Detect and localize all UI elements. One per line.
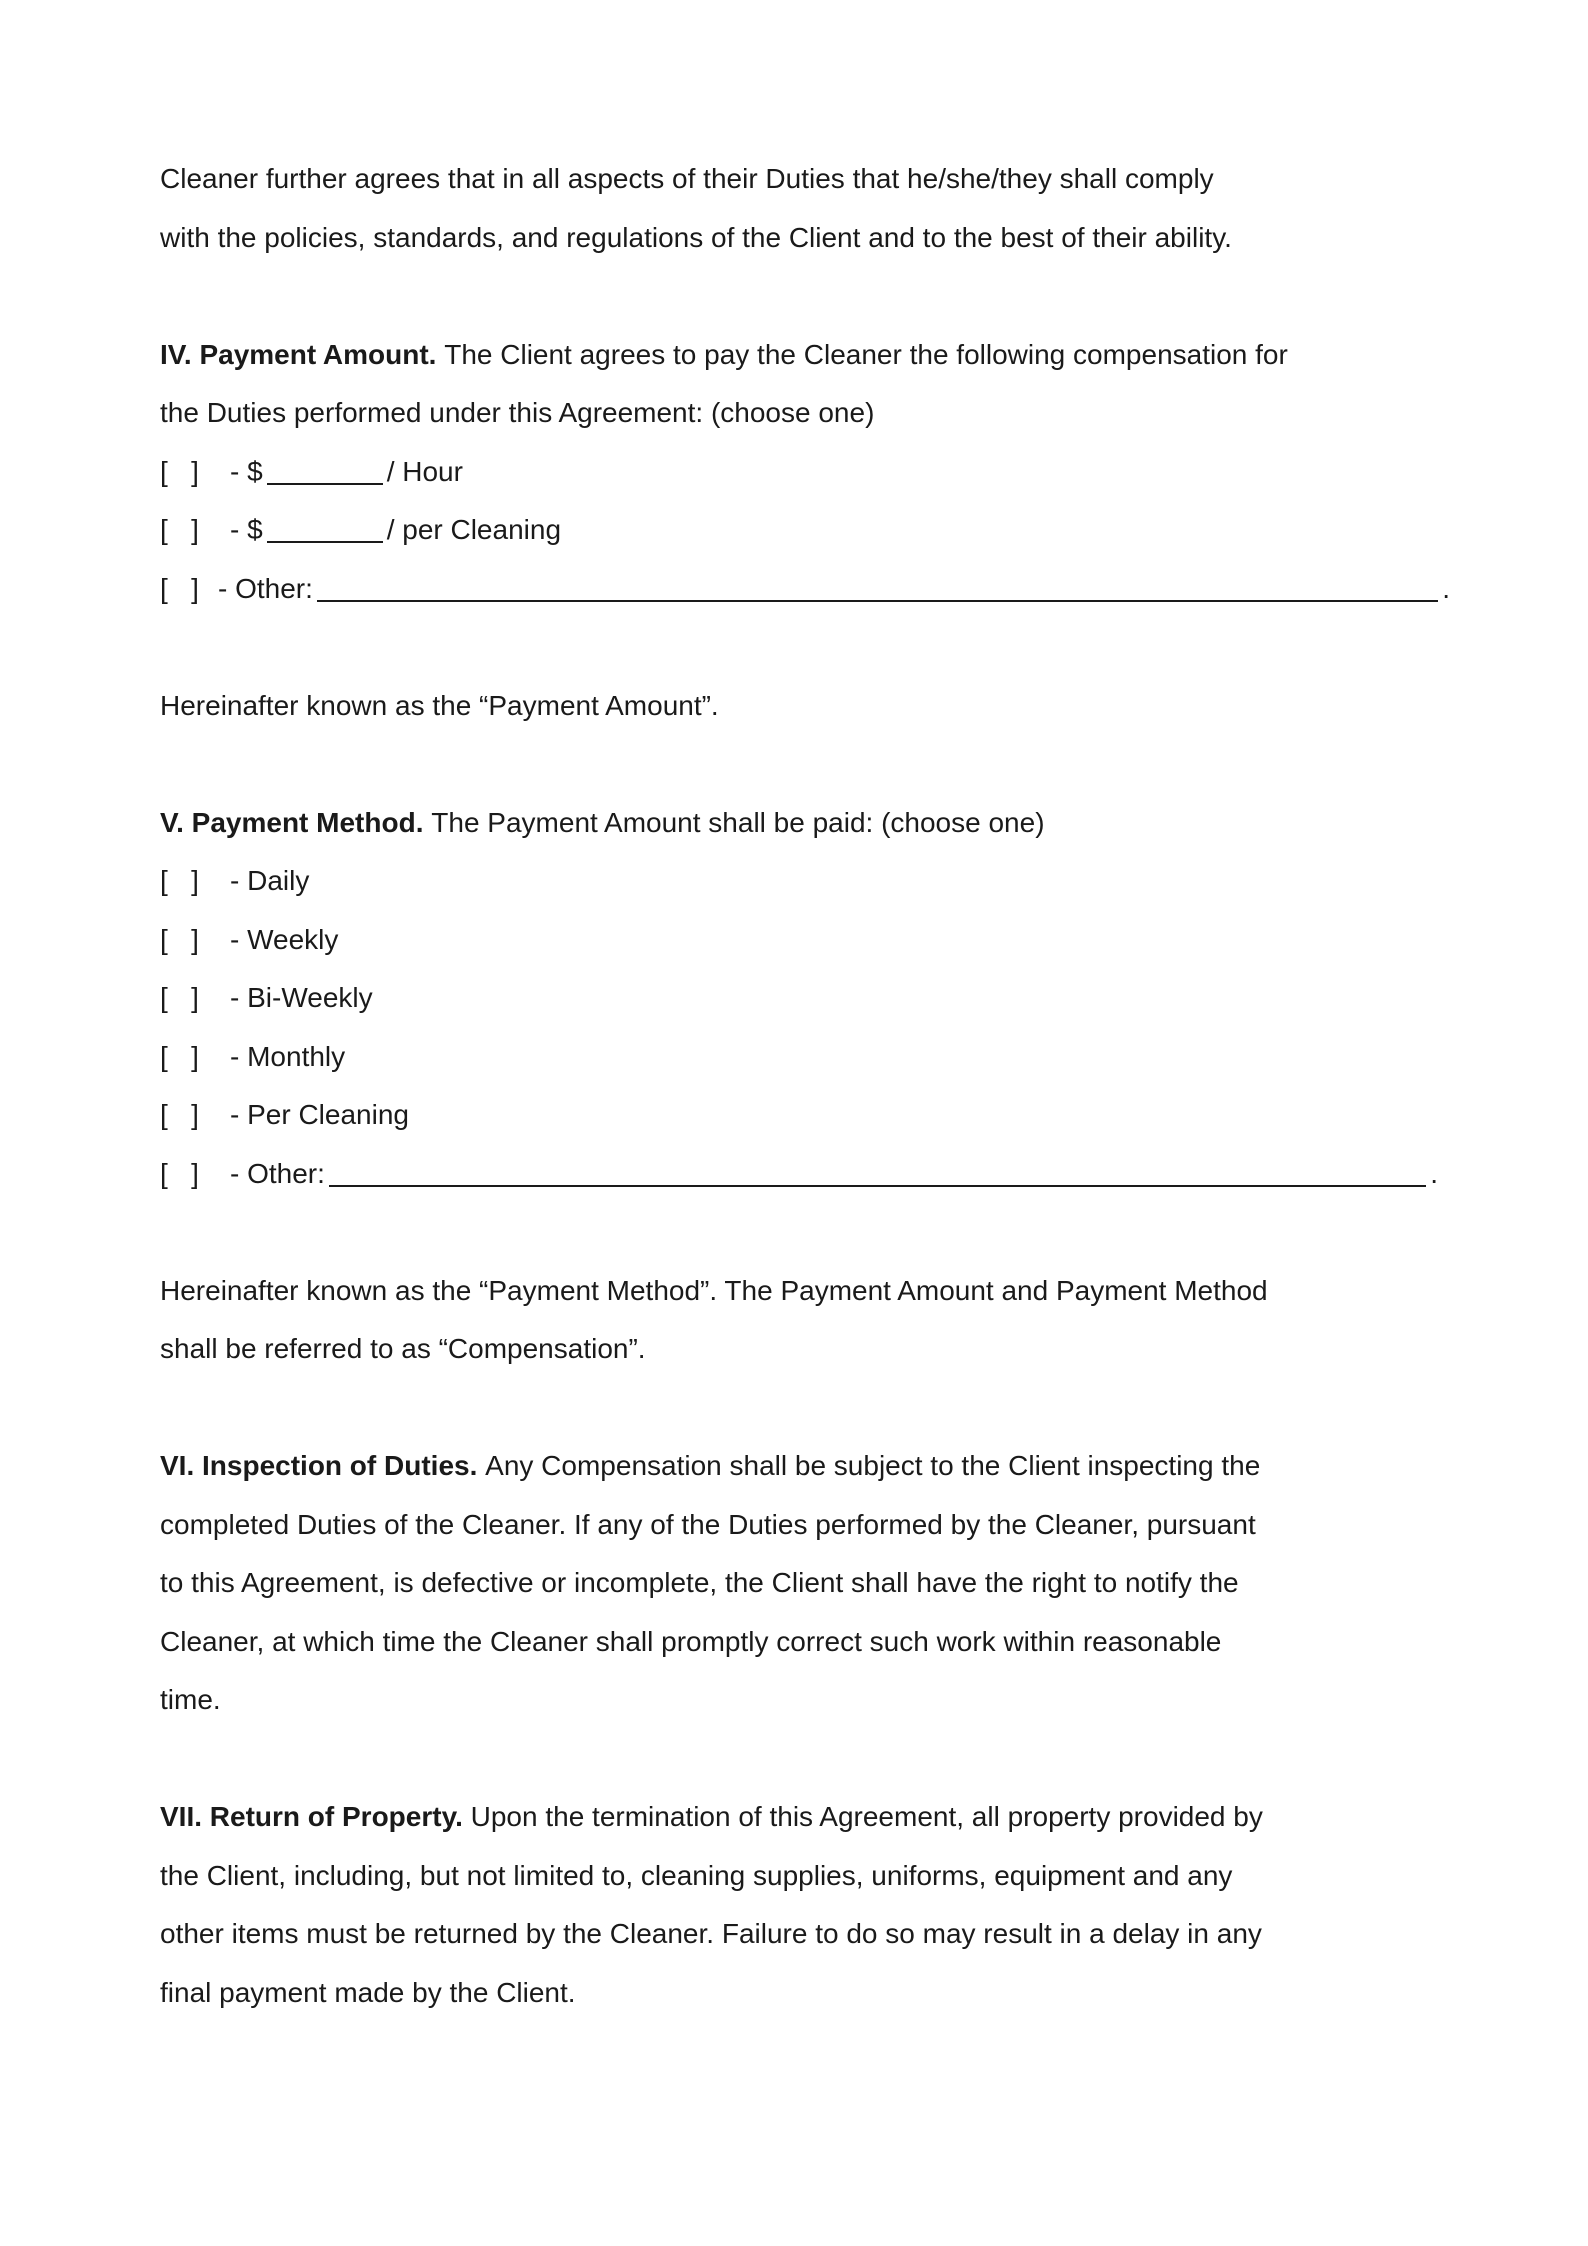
paragraph-line: the Duties performed under this Agreement: (choose one) <box>160 397 875 428</box>
paragraph-text: The Payment Amount shall be paid: (choose one) <box>431 806 1045 838</box>
option-label: . <box>1442 572 1450 604</box>
option-hour[interactable] <box>160 443 1450 502</box>
checkbox[interactable]: [ ] <box>160 572 199 604</box>
intro-line: Cleaner further agrees that in all aspects of their Duties that he/she/they shall comply <box>160 163 1214 194</box>
checkbox[interactable]: [ ] <box>160 982 199 1013</box>
option-per-cleaning[interactable] <box>160 501 1450 560</box>
checkbox[interactable]: [ ] <box>160 923 199 955</box>
option-label: - Other: <box>218 572 313 604</box>
payment-method-paragraph <box>160 794 1450 853</box>
blank-field[interactable] <box>267 517 383 543</box>
paragraph-line: Cleaner, at which time the Cleaner shall promptly correct such work within reasonable <box>160 1625 1222 1657</box>
paragraph-line: other items must be returned by the Cleaner. Failure to do so may result in a delay in any <box>160 1918 1262 1949</box>
section-heading: VII. Return of Property. <box>160 1801 463 1832</box>
checkbox[interactable]: [ ] <box>160 865 199 896</box>
option-monthly[interactable] <box>160 1028 1450 1087</box>
paragraph-line: to this Agreement, is defective or incomplete, the Client shall have the right to notify the <box>160 1567 1239 1598</box>
option-label: - Monthly <box>230 1040 346 1072</box>
section-heading: IV. Payment Amount. <box>160 338 437 370</box>
checkbox[interactable]: [ ] <box>160 455 199 487</box>
paragraph-line: shall be referred to as “Compensation”. <box>160 1333 646 1364</box>
paragraph-line: completed Duties of the Cleaner. If any of the Duties performed by the Cleaner, pursuant <box>160 1508 1256 1540</box>
inspection-paragraph <box>160 1437 1450 1496</box>
section-heading: V. Payment Method. <box>160 806 424 838</box>
paragraph-text: The Client agrees to pay the Cleaner the following compensation for <box>444 338 1288 370</box>
paragraph-text: Any Compensation shall be subject to the Client inspecting the <box>485 1450 1261 1481</box>
document-page <box>160 150 1450 2022</box>
option-weekly[interactable] <box>160 911 1450 970</box>
paragraph-line: Hereinafter known as the “Payment Amount”. <box>160 689 719 721</box>
paragraph-line: Hereinafter known as the “Payment Method”. The Payment Amount and Payment Method <box>160 1274 1268 1306</box>
option-other[interactable] <box>160 1145 1450 1204</box>
checkbox[interactable]: [ ] <box>160 1157 199 1189</box>
checkbox[interactable]: [ ] <box>160 1040 199 1072</box>
option-label: / per Cleaning <box>386 514 562 545</box>
option-per-cleaning[interactable] <box>160 1086 1450 1145</box>
paragraph-line: final payment made by the Client. <box>160 1976 576 2008</box>
checkbox[interactable]: [ ] <box>160 1099 199 1130</box>
option-label: - $ <box>230 514 263 545</box>
paragraph-text: Upon the termination of this Agreement, all property provided by <box>470 1801 1263 1832</box>
blank-field[interactable] <box>267 459 383 485</box>
option-label: - Per Cleaning <box>230 1099 409 1130</box>
intro-line: with the policies, standards, and regulations of the Client and to the best of their ability. <box>160 221 1232 253</box>
option-label: - Weekly <box>230 923 339 955</box>
option-label: - $ <box>230 455 263 487</box>
option-daily[interactable] <box>160 852 1450 911</box>
option-label: - Other: <box>230 1157 325 1189</box>
option-label: - Daily <box>230 865 310 896</box>
option-label: / Hour <box>386 455 463 487</box>
section-heading: VI. Inspection of Duties. <box>160 1450 478 1481</box>
paragraph-line: time. <box>160 1684 221 1715</box>
option-label: . <box>1430 1157 1438 1189</box>
paragraph-line: the Client, including, but not limited to, cleaning supplies, uniforms, equipment and any <box>160 1859 1233 1891</box>
option-bi-weekly[interactable] <box>160 969 1450 1028</box>
option-label: - Bi-Weekly <box>230 982 373 1013</box>
checkbox[interactable]: [ ] <box>160 514 199 545</box>
blank-field[interactable] <box>317 576 1438 602</box>
return-property-paragraph <box>160 1788 1450 1847</box>
option-other[interactable] <box>160 560 1450 619</box>
blank-field[interactable] <box>329 1161 1426 1187</box>
payment-amount-paragraph <box>160 326 1450 385</box>
